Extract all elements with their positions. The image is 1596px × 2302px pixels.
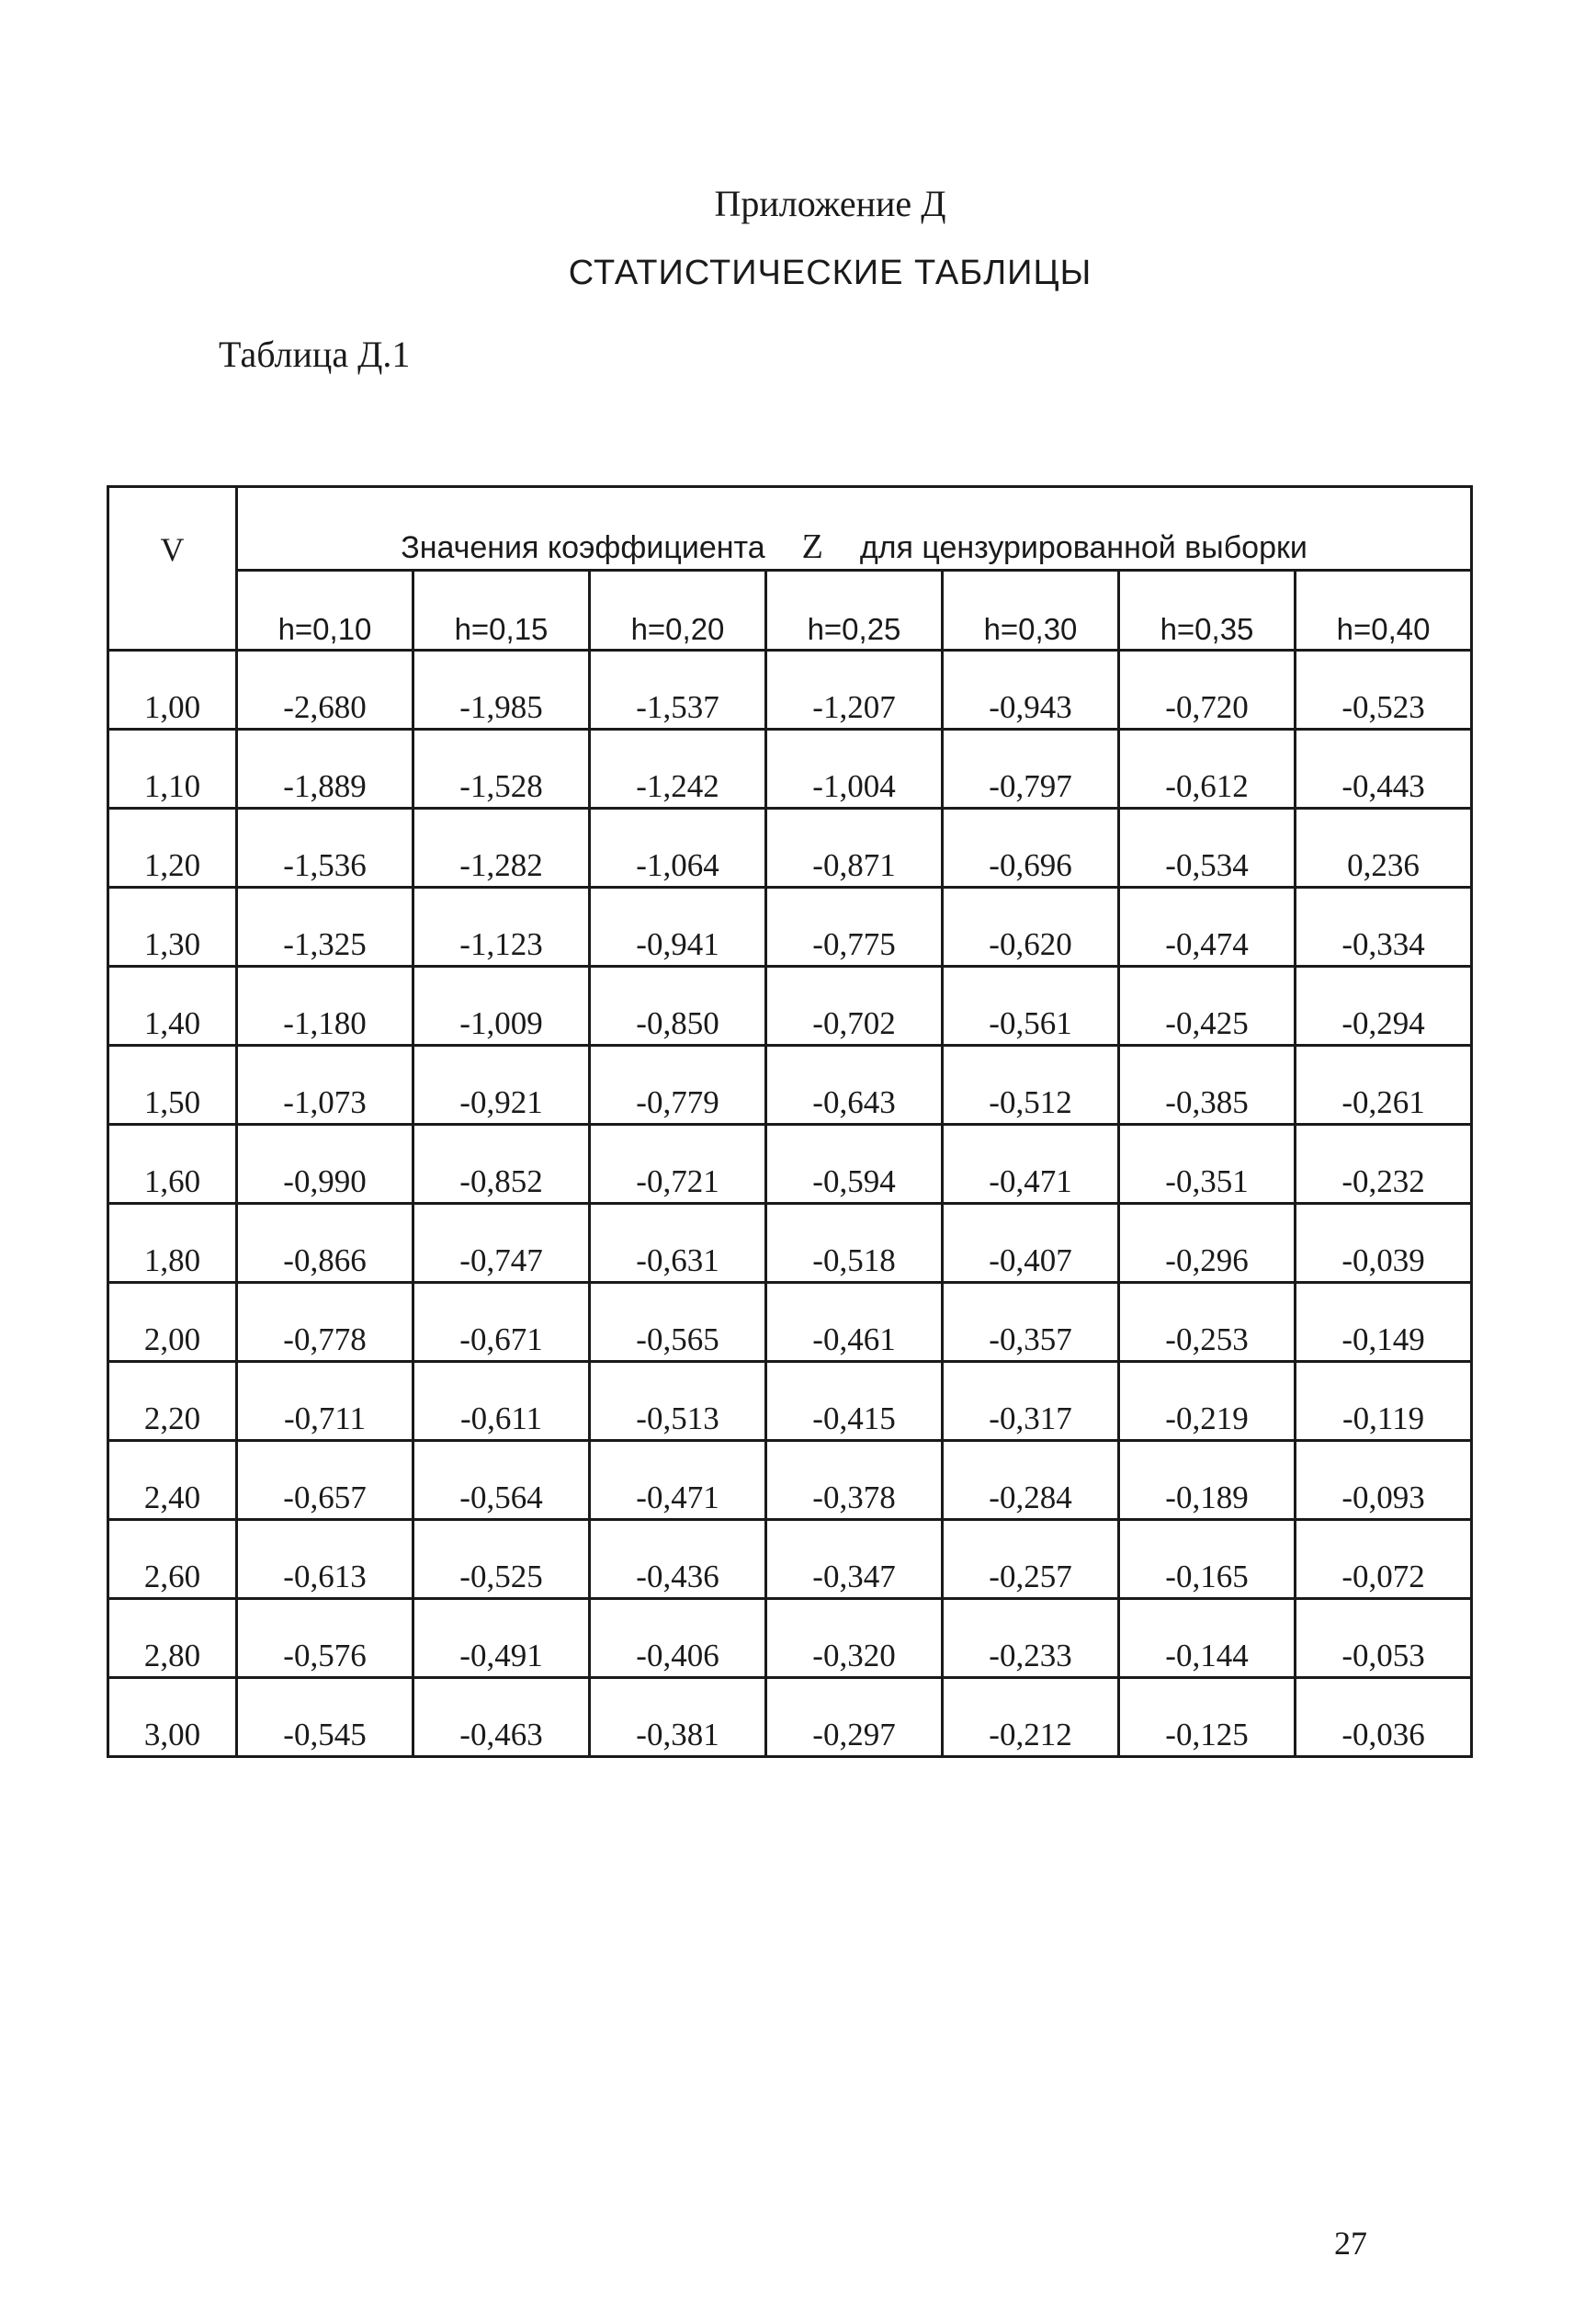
column-group-header: [237, 487, 1472, 571]
table-row: [108, 1520, 1472, 1599]
z-value-cell: -0,631: [590, 1204, 766, 1283]
table-row: [108, 1441, 1472, 1520]
row-v-cell: 1,20: [108, 809, 237, 888]
z-value-cell: -0,611: [413, 1362, 590, 1441]
z-value-cell: -1,123: [413, 888, 590, 967]
row-v-cell: 2,80: [108, 1599, 237, 1678]
table-row: [108, 651, 1472, 730]
z-value-cell: -0,871: [766, 809, 943, 888]
z-value-cell: -0,253: [1119, 1283, 1296, 1362]
row-v-cell: 2,20: [108, 1362, 237, 1441]
z-value-cell: -0,149: [1296, 1283, 1472, 1362]
table-row: [108, 1362, 1472, 1441]
table-header: [108, 487, 1472, 651]
z-value-cell: -0,294: [1296, 967, 1472, 1046]
z-value-cell: -0,436: [590, 1520, 766, 1599]
group-header-suffix: для цензурированной выборки: [859, 530, 1307, 565]
z-value-cell: -0,594: [766, 1125, 943, 1204]
z-value-cell: -0,941: [590, 888, 766, 967]
row-v-cell: 1,10: [108, 730, 237, 809]
table-row: [108, 1599, 1472, 1678]
z-value-cell: -0,297: [766, 1678, 943, 1757]
group-header-prefix: Значения коэффициента: [401, 530, 765, 565]
row-v-cell: 1,50: [108, 1046, 237, 1125]
table-body: [108, 651, 1472, 1757]
z-value-cell: -0,219: [1119, 1362, 1296, 1441]
z-value-cell: -0,406: [590, 1599, 766, 1678]
z-value-cell: -0,257: [943, 1520, 1119, 1599]
z-value-cell: -0,443: [1296, 730, 1472, 809]
z-value-cell: -0,072: [1296, 1520, 1472, 1599]
z-value-cell: -0,702: [766, 967, 943, 1046]
table-row: [108, 967, 1472, 1046]
z-value-cell: -0,545: [237, 1678, 413, 1757]
table-caption: Таблица Д.1: [219, 334, 411, 375]
z-value-cell: -0,425: [1119, 967, 1296, 1046]
z-value-cell: -0,261: [1296, 1046, 1472, 1125]
z-value-cell: -0,943: [943, 651, 1119, 730]
z-value-cell: -0,866: [237, 1204, 413, 1283]
z-value-cell: -1,004: [766, 730, 943, 809]
z-value-cell: -1,073: [237, 1046, 413, 1125]
z-value-cell: -0,474: [1119, 888, 1296, 967]
z-coefficient-table: [107, 485, 1473, 1758]
appendix-label-text: Приложение Д: [714, 183, 946, 224]
section-title: [0, 254, 1596, 293]
z-value-cell: -0,518: [766, 1204, 943, 1283]
page-number: 27: [1334, 2225, 1367, 2262]
z-value-cell: -0,565: [590, 1283, 766, 1362]
header-row-h: [108, 571, 1472, 651]
table-container: [107, 485, 1470, 1758]
z-value-cell: -0,233: [943, 1599, 1119, 1678]
z-value-cell: -0,351: [1119, 1125, 1296, 1204]
z-value-cell: -0,471: [943, 1125, 1119, 1204]
z-value-cell: -0,284: [943, 1441, 1119, 1520]
z-value-cell: -0,461: [766, 1283, 943, 1362]
z-value-cell: 0,236: [1296, 809, 1472, 888]
z-value-cell: -0,852: [413, 1125, 590, 1204]
z-value-cell: -0,775: [766, 888, 943, 967]
z-value-cell: -0,212: [943, 1678, 1119, 1757]
z-value-cell: -0,576: [237, 1599, 413, 1678]
z-value-cell: -0,232: [1296, 1125, 1472, 1204]
z-value-cell: -1,325: [237, 888, 413, 967]
z-value-cell: -0,564: [413, 1441, 590, 1520]
z-value-cell: -1,064: [590, 809, 766, 888]
z-value-cell: -1,889: [237, 730, 413, 809]
table-row: [108, 1204, 1472, 1283]
table-row: [108, 888, 1472, 967]
z-value-cell: -0,657: [237, 1441, 413, 1520]
z-value-cell: -0,189: [1119, 1441, 1296, 1520]
z-value-cell: -0,039: [1296, 1204, 1472, 1283]
row-v-cell: 2,60: [108, 1520, 237, 1599]
row-v-cell: 3,00: [108, 1678, 237, 1757]
z-value-cell: -0,165: [1119, 1520, 1296, 1599]
z-value-cell: -0,463: [413, 1678, 590, 1757]
z-value-cell: -0,921: [413, 1046, 590, 1125]
column-header-h: h=0,40: [1296, 571, 1472, 651]
z-value-cell: -0,491: [413, 1599, 590, 1678]
z-value-cell: -0,525: [413, 1520, 590, 1599]
z-value-cell: -1,242: [590, 730, 766, 809]
z-value-cell: -0,093: [1296, 1441, 1472, 1520]
column-header-h: h=0,10: [237, 571, 413, 651]
z-value-cell: -0,696: [943, 809, 1119, 888]
z-value-cell: -1,985: [413, 651, 590, 730]
table-row: [108, 1678, 1472, 1757]
column-header-h: h=0,15: [413, 571, 590, 651]
z-value-cell: -0,778: [237, 1283, 413, 1362]
header-row-group: [108, 487, 1472, 571]
column-header-h: h=0,30: [943, 571, 1119, 651]
z-value-cell: -0,513: [590, 1362, 766, 1441]
column-header-h: h=0,35: [1119, 571, 1296, 651]
z-value-cell: -0,990: [237, 1125, 413, 1204]
z-value-cell: -0,415: [766, 1362, 943, 1441]
z-value-cell: -0,720: [1119, 651, 1296, 730]
row-v-cell: 1,00: [108, 651, 237, 730]
z-value-cell: -0,381: [590, 1678, 766, 1757]
z-value-cell: -0,471: [590, 1441, 766, 1520]
z-value-cell: -0,512: [943, 1046, 1119, 1125]
z-value-cell: -1,528: [413, 730, 590, 809]
z-value-cell: -1,207: [766, 651, 943, 730]
z-value-cell: -1,282: [413, 809, 590, 888]
group-header-symbol: Z: [801, 527, 823, 566]
table-row: [108, 730, 1472, 809]
z-value-cell: -0,378: [766, 1441, 943, 1520]
z-value-cell: -0,620: [943, 888, 1119, 967]
column-header-h: h=0,25: [766, 571, 943, 651]
z-value-cell: -0,385: [1119, 1046, 1296, 1125]
table-row: [108, 1046, 1472, 1125]
z-value-cell: -1,536: [237, 809, 413, 888]
row-v-cell: 1,60: [108, 1125, 237, 1204]
z-value-cell: -0,320: [766, 1599, 943, 1678]
z-value-cell: -1,009: [413, 967, 590, 1046]
z-value-cell: -0,612: [1119, 730, 1296, 809]
z-value-cell: -0,523: [1296, 651, 1472, 730]
z-value-cell: -0,334: [1296, 888, 1472, 967]
z-value-cell: -0,711: [237, 1362, 413, 1441]
row-v-cell: 1,80: [108, 1204, 237, 1283]
table-row: [108, 1283, 1472, 1362]
z-value-cell: -0,119: [1296, 1362, 1472, 1441]
row-v-cell: 2,40: [108, 1441, 237, 1520]
z-value-cell: -0,721: [590, 1125, 766, 1204]
row-v-cell: 2,00: [108, 1283, 237, 1362]
z-value-cell: -1,537: [590, 651, 766, 730]
z-value-cell: -2,680: [237, 651, 413, 730]
z-value-cell: -0,144: [1119, 1599, 1296, 1678]
z-value-cell: -0,671: [413, 1283, 590, 1362]
z-value-cell: -1,180: [237, 967, 413, 1046]
z-value-cell: -0,347: [766, 1520, 943, 1599]
z-value-cell: -0,850: [590, 967, 766, 1046]
table-row: [108, 809, 1472, 888]
z-value-cell: -0,613: [237, 1520, 413, 1599]
z-value-cell: -0,643: [766, 1046, 943, 1125]
z-value-cell: -0,317: [943, 1362, 1119, 1441]
z-value-cell: -0,125: [1119, 1678, 1296, 1757]
z-value-cell: -0,407: [943, 1204, 1119, 1283]
column-header-h: h=0,20: [590, 571, 766, 651]
z-value-cell: -0,779: [590, 1046, 766, 1125]
z-value-cell: -0,534: [1119, 809, 1296, 888]
appendix-label: [0, 182, 1596, 225]
z-value-cell: -0,561: [943, 967, 1119, 1046]
column-header-v: V: [108, 487, 237, 651]
section-title-text: СТАТИСТИЧЕСКИЕ ТАБЛИЦЫ: [568, 254, 1092, 292]
z-value-cell: -0,036: [1296, 1678, 1472, 1757]
z-value-cell: -0,797: [943, 730, 1119, 809]
row-v-cell: 1,40: [108, 967, 237, 1046]
row-v-cell: 1,30: [108, 888, 237, 967]
table-row: [108, 1125, 1472, 1204]
z-value-cell: -0,296: [1119, 1204, 1296, 1283]
z-value-cell: -0,747: [413, 1204, 590, 1283]
z-value-cell: -0,053: [1296, 1599, 1472, 1678]
z-value-cell: -0,357: [943, 1283, 1119, 1362]
